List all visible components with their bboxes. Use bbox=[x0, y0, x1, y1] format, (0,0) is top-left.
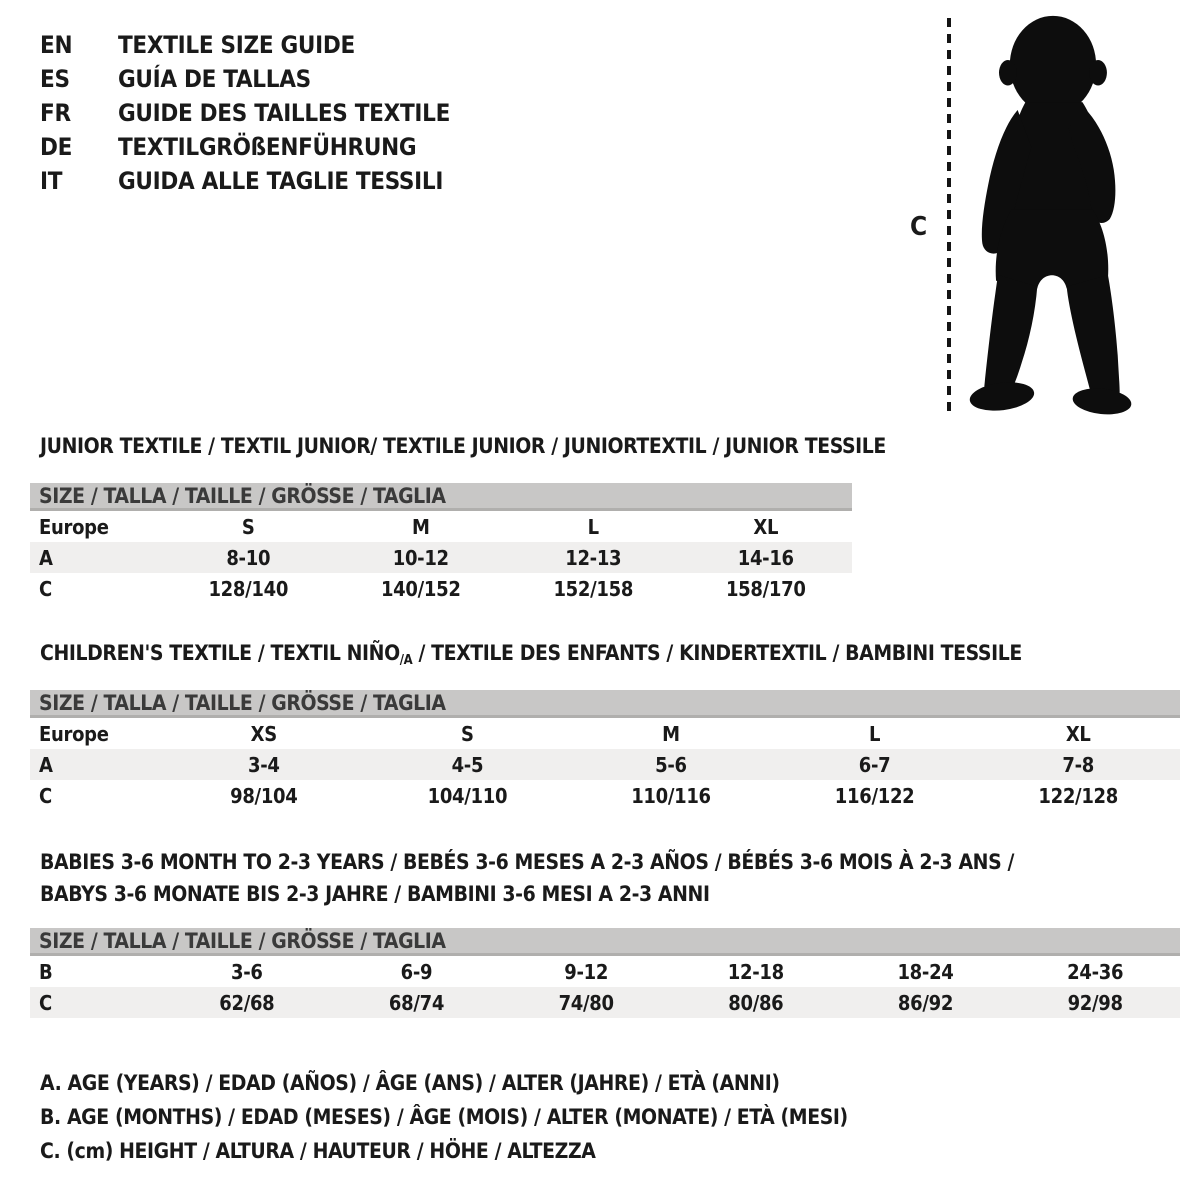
table-cell: 12-18 bbox=[727, 959, 784, 984]
language-row bbox=[40, 28, 450, 62]
table-cell: 7-8 bbox=[1062, 752, 1094, 777]
babies-title-line1: BABIES 3-6 MONTH TO 2-3 YEARS / BEBÉS 3-6 MESES A 2-3 AÑOS / BÉBÉS 3-6 MOIS À 2-3 ANS / bbox=[40, 850, 1014, 874]
language-code: DE bbox=[40, 133, 73, 161]
table-cell: 104/110 bbox=[427, 783, 508, 808]
language-row bbox=[40, 164, 450, 198]
language-row bbox=[40, 96, 450, 130]
table-cell: 110/116 bbox=[631, 783, 711, 808]
children-size-table bbox=[30, 690, 1180, 811]
language-code: IT bbox=[40, 167, 63, 195]
children-section-title bbox=[40, 641, 1022, 668]
table-cell: 14-16 bbox=[737, 545, 794, 570]
children-title-subscript: /A bbox=[399, 653, 413, 668]
table-cell: 6-9 bbox=[400, 959, 433, 984]
table-cell: 5-6 bbox=[655, 752, 687, 777]
table-cell: L bbox=[869, 721, 881, 746]
language-row bbox=[40, 130, 450, 164]
children-title-main: CHILDREN'S TEXTILE / TEXTIL NIÑO bbox=[40, 641, 400, 665]
children-title-rest: / TEXTILE DES ENFANTS / KINDERTEXTIL / BAMBINI TESSILE bbox=[412, 641, 1022, 665]
babies-title-line2: BABYS 3-6 MONATE BIS 2-3 JAHRE / BAMBINI 3-6 MESI A 2-3 ANNI bbox=[40, 882, 710, 906]
table-cell: 80/86 bbox=[728, 990, 784, 1015]
row-label-cell: B bbox=[39, 959, 53, 984]
footnote-a: A. AGE (YEARS) / EDAD (AÑOS) / ÂGE (ANS) / ALTER (JAHRE) / ETÀ (ANNI) bbox=[40, 1071, 780, 1095]
table-cell: XL bbox=[1065, 721, 1091, 746]
table-cell: 8-10 bbox=[226, 545, 271, 570]
table-cell: 98/104 bbox=[230, 783, 298, 808]
table-cell: 74/80 bbox=[558, 990, 614, 1015]
table-cell: 12-13 bbox=[565, 545, 622, 570]
language-row bbox=[40, 62, 450, 96]
table-cell: XS bbox=[250, 721, 277, 746]
table-cell: M bbox=[662, 721, 680, 746]
table-cell: 24-36 bbox=[1067, 959, 1124, 984]
table-row bbox=[30, 573, 852, 604]
row-label-cell: A bbox=[39, 752, 53, 777]
table-cell: 3-4 bbox=[247, 752, 280, 777]
table-cell: S bbox=[461, 721, 474, 746]
table-cell: 122/128 bbox=[1038, 783, 1118, 808]
guide-title: TEXTILGRÖßENFÜHRUNG bbox=[118, 133, 417, 161]
table-cell: 18-24 bbox=[897, 959, 954, 984]
table-cell: 4-5 bbox=[451, 752, 484, 777]
footnote-b: B. AGE (MONTHS) / EDAD (MESES) / ÂGE (MOIS) / ALTER (MONATE) / ETÀ (MESI) bbox=[40, 1105, 848, 1129]
table-row bbox=[30, 749, 1180, 780]
footnote-c: C. (cm) HEIGHT / ALTURA / HAUTEUR / HÖHE / ALTEZZA bbox=[40, 1139, 596, 1163]
table-row bbox=[30, 511, 852, 542]
table-row bbox=[30, 956, 1180, 987]
language-code: EN bbox=[40, 31, 73, 59]
baby-silhouette-icon bbox=[960, 8, 1142, 420]
junior-section-title: JUNIOR TEXTILE / TEXTIL JUNIOR/ TEXTILE JUNIOR / JUNIORTEXTIL / JUNIOR TESSILE bbox=[40, 434, 886, 458]
size-table-header: SIZE / TALLA / TAILLE / GRÖSSE / TAGLIA bbox=[30, 483, 852, 511]
table-cell: 152/158 bbox=[553, 576, 634, 601]
table-cell: 86/92 bbox=[897, 990, 954, 1015]
table-cell: 158/170 bbox=[725, 576, 806, 601]
table-cell: S bbox=[241, 514, 255, 539]
table-cell: 3-6 bbox=[231, 959, 263, 984]
language-code: FR bbox=[40, 99, 71, 127]
table-cell: XL bbox=[753, 514, 779, 539]
table-cell: 128/140 bbox=[208, 576, 289, 601]
table-cell: 10-12 bbox=[392, 545, 449, 570]
guide-title: GUIDA ALLE TAGLIE TESSILI bbox=[118, 167, 444, 195]
table-cell: 92/98 bbox=[1067, 990, 1123, 1015]
table-row bbox=[30, 987, 1180, 1018]
table-cell: 6-7 bbox=[858, 752, 891, 777]
guide-title: TEXTILE SIZE GUIDE bbox=[118, 31, 355, 59]
row-label-cell: Europe bbox=[39, 721, 109, 746]
guide-title: GUÍA DE TALLAS bbox=[118, 65, 311, 93]
row-label-cell: C bbox=[39, 576, 52, 601]
table-cell: 116/122 bbox=[834, 783, 915, 808]
junior-size-table bbox=[30, 483, 852, 604]
language-title-list bbox=[40, 28, 450, 198]
size-table-header: SIZE / TALLA / TAILLE / GRÖSSE / TAGLIA bbox=[30, 690, 1180, 718]
table-row bbox=[30, 780, 1180, 811]
height-measure-dashed-line bbox=[947, 18, 951, 416]
table-cell: M bbox=[411, 514, 430, 539]
row-label-cell: A bbox=[39, 545, 53, 570]
row-label-cell: C bbox=[39, 783, 52, 808]
table-row bbox=[30, 718, 1180, 749]
row-label-cell: Europe bbox=[39, 514, 109, 539]
babies-section-title bbox=[40, 846, 1014, 910]
table-row bbox=[30, 542, 852, 573]
babies-size-table bbox=[30, 928, 1180, 1018]
table-cell: 9-12 bbox=[564, 959, 609, 984]
table-cell: 68/74 bbox=[388, 990, 445, 1015]
table-cell: 140/152 bbox=[380, 576, 461, 601]
guide-title: GUIDE DES TAILLES TEXTILE bbox=[118, 99, 451, 127]
size-table-header: SIZE / TALLA / TAILLE / GRÖSSE / TAGLIA bbox=[30, 928, 1180, 956]
row-label-cell: C bbox=[39, 990, 52, 1015]
table-cell: 62/68 bbox=[219, 990, 275, 1015]
footnote-legend bbox=[40, 1066, 848, 1168]
height-measure-label: C bbox=[910, 212, 928, 242]
table-cell: L bbox=[587, 514, 599, 539]
language-code: ES bbox=[40, 65, 70, 93]
